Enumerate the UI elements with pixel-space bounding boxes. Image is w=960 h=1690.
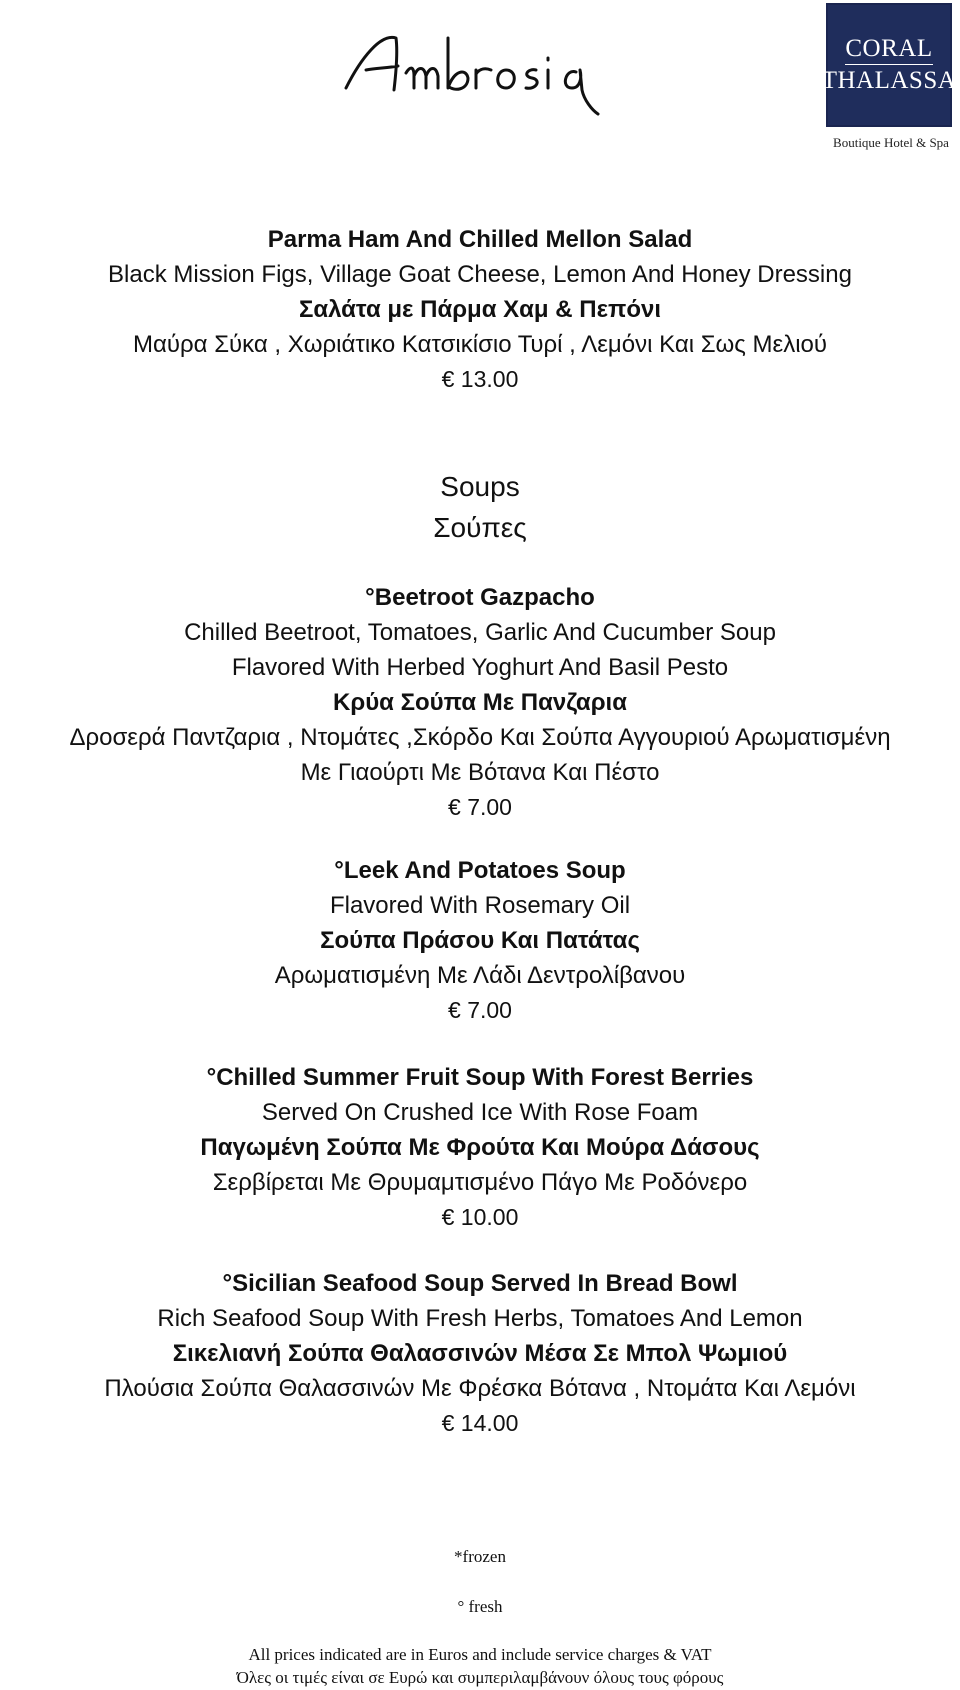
item-desc-en: Chilled Beetroot, Tomatoes, Garlic And Cucumber Soup bbox=[184, 619, 776, 646]
item-name-gr: Σούπα Πράσου Και Πατάτας bbox=[320, 927, 640, 954]
menu-item-beetroot-gazpacho bbox=[20, 580, 940, 825]
item-desc-en: Flavored With Herbed Yoghurt And Basil Pesto bbox=[231, 654, 729, 681]
price-note-gr: Όλες οι τιμές είναι σε Ευρώ και συμπεριλαμβάνουν όλους τους φόρους bbox=[236, 1668, 724, 1687]
section-title-en: Soups bbox=[440, 471, 520, 502]
item-desc-gr: Δροσερά Παντζαρια , Ντομάτες ,Σκόρδο Και Σούπα Αγγουριού Αρωματισμένη bbox=[69, 724, 891, 751]
menu-item-salad bbox=[20, 222, 940, 397]
item-desc-gr: Με Γιαούρτι Με Βότανα Και Πέστο bbox=[300, 759, 660, 786]
item-name-en: °Leek And Potatoes Soup bbox=[334, 857, 626, 884]
item-desc-gr: Αρωματισμένη Με Λάδι Δεντρολίβανου bbox=[274, 962, 686, 989]
legend-frozen: *frozen bbox=[454, 1547, 506, 1566]
item-price: € 10.00 bbox=[441, 1204, 519, 1230]
logo-line-coral: CORAL bbox=[845, 35, 933, 62]
menu-item-summer-fruit-soup bbox=[20, 1060, 940, 1235]
item-desc-gr: Πλούσια Σούπα Θαλασσινών Με Φρέσκα Βότανα , Ντομάτα Και Λεμόνι bbox=[104, 1375, 856, 1402]
section-heading bbox=[20, 466, 940, 548]
item-desc-en: Flavored With Rosemary Oil bbox=[329, 892, 631, 919]
item-name-en: °Sicilian Seafood Soup Served In Bread Bowl bbox=[222, 1270, 738, 1297]
item-desc-en: Black Mission Figs, Village Goat Cheese, Lemon And Honey Dressing bbox=[108, 261, 852, 288]
coral-thalassa-logo bbox=[821, 3, 957, 127]
item-price: € 14.00 bbox=[441, 1410, 519, 1436]
item-desc-gr: Σερβίρεται Με Θρυμαμτισμένο Πάγο Με Ροδόνερο bbox=[212, 1169, 748, 1196]
item-name-gr: Κρύα Σούπα Με Πανζαρια bbox=[333, 689, 627, 716]
item-name-gr: Σαλάτα με Πάρμα Χαμ & Πεπόνι bbox=[298, 296, 662, 323]
item-desc-en: Served On Crushed Ice With Rose Foam bbox=[261, 1099, 699, 1126]
item-name-gr: Σικελιανή Σούπα Θαλασσινών Μέσα Σε Μπολ Ψωμιού bbox=[172, 1340, 788, 1367]
logo-tagline: Boutique Hotel & Spa bbox=[833, 135, 949, 150]
legend-fresh: ° fresh bbox=[457, 1597, 503, 1616]
menu-item-sicilian-seafood-soup bbox=[20, 1266, 940, 1441]
item-name-gr: Παγωμένη Σούπα Με Φρούτα Και Μούρα Δάσους bbox=[200, 1134, 760, 1161]
item-desc-en: Rich Seafood Soup With Fresh Herbs, Tomatoes And Lemon bbox=[157, 1305, 803, 1332]
item-name-en: °Chilled Summer Fruit Soup With Forest Berries bbox=[206, 1064, 754, 1091]
item-name-en: Parma Ham And Chilled Mellon Salad bbox=[267, 226, 693, 253]
item-price: € 13.00 bbox=[441, 366, 519, 392]
logo-line-thalassa: THALASSA bbox=[821, 67, 957, 94]
item-desc-gr: Μαύρα Σύκα , Χωριάτικο Κατσικίσιο Τυρί , Λεμόνι Και Σως Μελιού bbox=[133, 331, 827, 358]
logo-divider bbox=[845, 64, 933, 65]
menu-item-leek-potato-soup bbox=[20, 853, 940, 1028]
item-name-en: °Beetroot Gazpacho bbox=[365, 584, 595, 611]
section-title-gr: Σούπες bbox=[433, 512, 527, 543]
item-price: € 7.00 bbox=[448, 997, 512, 1023]
price-note-en: All prices indicated are in Euros and include service charges & VAT bbox=[248, 1645, 712, 1664]
item-price: € 7.00 bbox=[448, 794, 512, 820]
ambrosia-script-logo bbox=[336, 18, 636, 118]
